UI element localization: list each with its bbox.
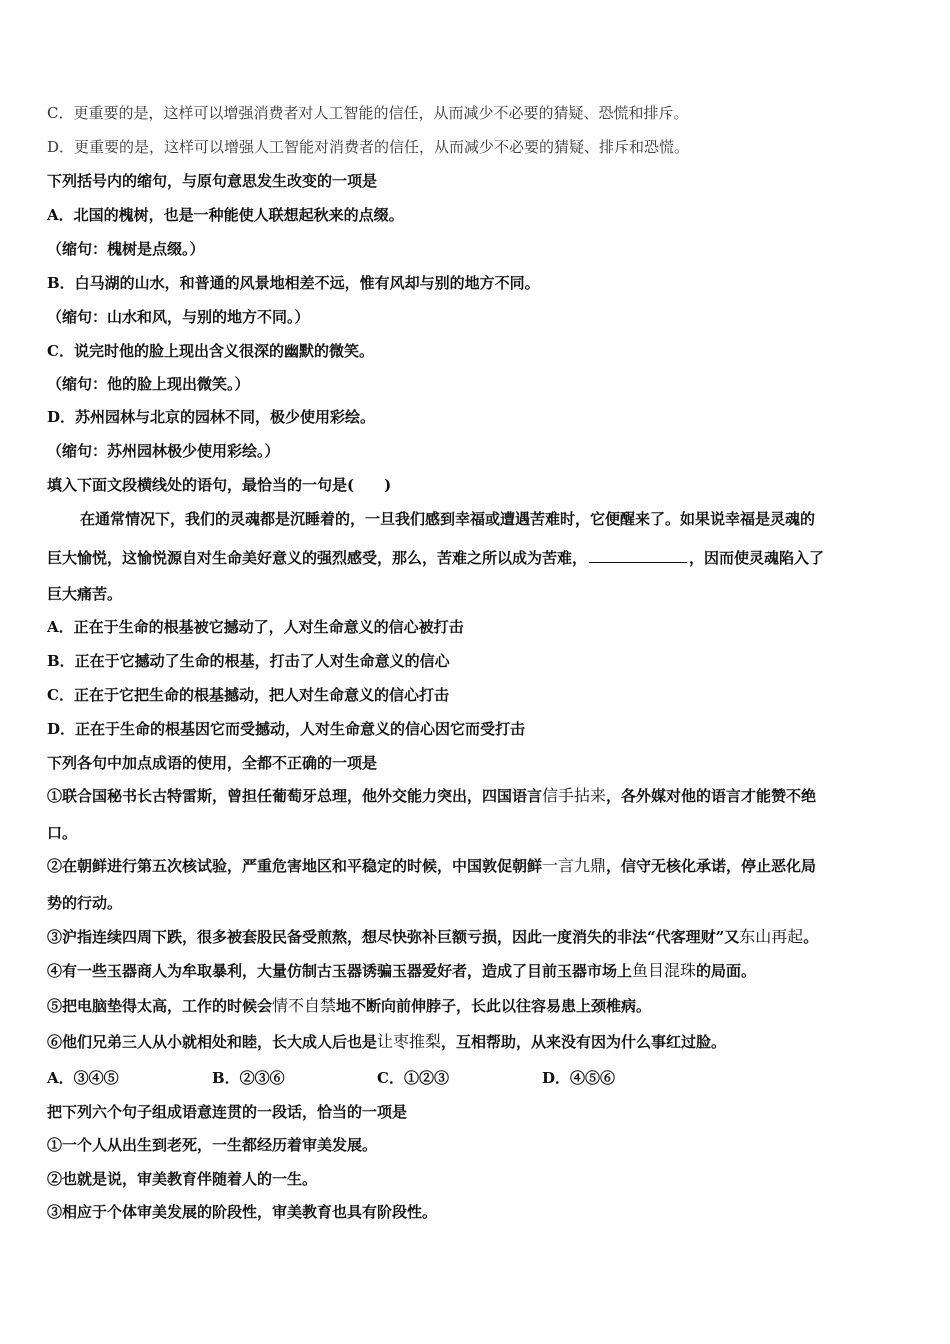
q4-sentence-1: ①一个人从出生到老死，一生都经历着审美发展。	[47, 1136, 378, 1154]
q3-s4-idiom: 鱼目混珠	[632, 961, 697, 980]
q2-option-a: A．正在于生命的根基被它撼动了，人对生命意义的信心被打击	[47, 618, 464, 636]
q3-stem: 下列各句中加点成语的使用，全都不正确的一项是	[47, 754, 378, 772]
q3-s2-text-a: ②在朝鲜进行第五次核试验，严重危害地区和平稳定的时候，中国敦促朝鲜	[47, 857, 543, 875]
q3-s5-idiom: 情不自禁	[272, 996, 337, 1015]
q3-s3-idiom: 东山再起	[739, 927, 804, 946]
prev-option-d: D．更重要的是，这样可以增强人工智能对消费者的信任，从而减少不必要的猜疑、排斥和恐慌。	[47, 138, 690, 156]
q3-sentence-4	[47, 961, 917, 981]
q1-option-d: D．苏州园林与北京的园林不同，极少使用彩绘。	[47, 408, 376, 426]
q2-passage-text-a: 巨大愉悦，这愉悦源自对生命美好意义的强烈感受，那么，苦难之所以成为苦难，	[47, 549, 588, 567]
q4-sentence-3: ③相应于个体审美发展的阶段性，审美教育也具有阶段性。	[47, 1203, 438, 1221]
prev-option-c: C．更重要的是，这样可以增强消费者对人工智能的信任，从而减少不必要的猜疑、恐慌和排斥。	[47, 104, 689, 122]
q2-passage-line-2	[47, 547, 917, 568]
q3-s3-text-a: ③沪指连续四周下跌，很多被套股民备受煎熬，想尽快弥补巨额亏损，因此一度消失的非法“代客理财”又	[47, 928, 740, 946]
q4-stem: 把下列六个句子组成语意连贯的一段话，恰当的一项是	[47, 1103, 408, 1121]
q3-sentence-2-cont: 势的行动。	[47, 894, 123, 912]
q3-option-c: C．①②③	[377, 1069, 449, 1087]
q2-stem: 填入下面文段横线处的语句，最恰当的一句是( )	[47, 476, 392, 494]
q2-passage-text-b: ，因而使灵魂陷入了	[689, 549, 825, 567]
q3-s1-text-b: ，各外媒对他的语言才能赞不绝	[606, 787, 817, 805]
q2-option-c: C．正在于它把生命的根基撼动，把人对生命意义的信心打击	[47, 686, 449, 704]
q3-option-d: D．④⑤⑥	[542, 1069, 616, 1087]
q1-option-c: C．说完时他的脸上现出含义很深的幽默的微笑。	[47, 342, 374, 360]
q3-s5-text-b: 地不断向前伸脖子，长此以往容易患上颈椎病。	[336, 997, 652, 1015]
q1-option-b: B．白马湖的山水，和普通的风景地相差不远，惟有风却与别的地方不同。	[47, 274, 540, 292]
q2-passage-line-1: 在通常情况下，我们的灵魂都是沉睡着的，一旦我们感到幸福或遭遇苦难时，它便醒来了。如果说幸福是灵魂的	[80, 510, 816, 528]
q3-sentence-5	[47, 996, 917, 1016]
q3-s1-text-a: ①联合国秘书长古特雷斯，曾担任葡萄牙总理，他外交能力突出，四国语言	[47, 787, 543, 805]
q1-option-c-short: （缩句：他的脸上现出微笑。）	[47, 375, 250, 393]
q1-option-b-short: （缩句：山水和风，与别的地方不同。）	[47, 308, 310, 326]
q3-s5-text-a: ⑤把电脑垫得太高，工作的时候会	[47, 997, 273, 1015]
q3-option-b: B．②③⑥	[212, 1069, 285, 1087]
q1-option-d-short: （缩句：苏州园林极少使用彩绘。）	[47, 442, 280, 460]
q3-s6-idiom: 让枣推梨	[377, 1032, 442, 1051]
q1-option-a-short: （缩句：槐树是点缀。）	[47, 240, 205, 258]
q3-s4-text-a: ④有一些玉器商人为牟取暴利，大量仿制古玉器诱骗玉器爱好者，造成了目前玉器市场上	[47, 962, 633, 980]
q3-sentence-2	[47, 856, 917, 876]
q2-option-b: B．正在于它撼动了生命的根基，打击了人对生命意义的信心	[47, 652, 450, 670]
q3-s2-text-b: ，信守无核化承诺，停止恶化局	[606, 857, 817, 875]
q4-sentence-2: ②也就是说，审美教育伴随着人的一生。	[47, 1170, 318, 1188]
q3-s2-idiom: 一言九鼎	[542, 856, 607, 875]
q3-s6-text-b: ，互相帮助，从来没有因为什么事红过脸。	[441, 1033, 727, 1051]
q3-sentence-3	[47, 927, 917, 947]
q1-option-a: A．北国的槐树，也是一种能使人联想起秋来的点缀。	[47, 206, 404, 224]
q3-sentence-6	[47, 1032, 917, 1052]
q3-s4-text-b: 的局面。	[696, 962, 757, 980]
q3-sentence-1	[47, 786, 917, 806]
q3-option-a: A．③④⑤	[47, 1069, 119, 1087]
q3-s6-text-a: ⑥他们兄弟三人从小就相处和睦，长大成人后也是	[47, 1033, 378, 1051]
q1-stem: 下列括号内的缩句，与原句意思发生改变的一项是	[47, 172, 378, 190]
q3-s3-text-b: 。	[803, 928, 819, 946]
q3-sentence-1-cont: 口。	[47, 824, 78, 842]
q2-option-d: D．正在于生命的根基因它而受撼动，人对生命意义的信心因它而受打击	[47, 720, 526, 738]
answer-blank	[589, 547, 687, 563]
q3-s1-idiom: 信手拈来	[542, 786, 607, 805]
q2-passage-line-3: 巨大痛苦。	[47, 585, 123, 603]
